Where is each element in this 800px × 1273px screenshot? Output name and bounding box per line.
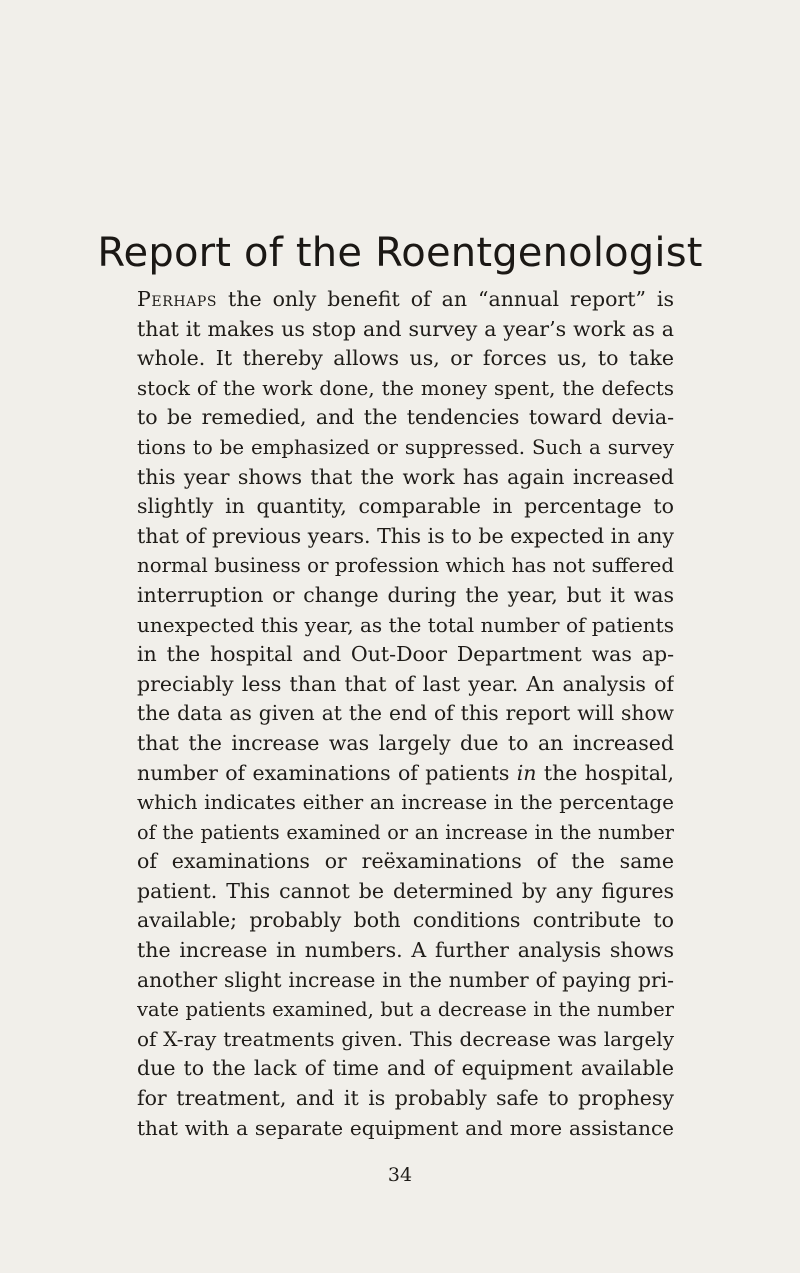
text-line	[137, 759, 674, 789]
text-line: that the increase was largely due to an increased	[137, 730, 674, 755]
text-line: which indicates either an increase in the percentage	[137, 790, 674, 815]
text-line: whole. It thereby allows us, or forces us, to take	[137, 346, 674, 371]
text-line: that with a separate equipment and more assistance	[137, 1115, 674, 1140]
page-number: 34	[387, 1164, 413, 1186]
text-line: vate patients examined, but a decrease in the number	[137, 998, 674, 1022]
text-line: available; probably both conditions contribute to	[137, 908, 674, 933]
text-line: due to the lack of time and of equipment available	[137, 1056, 674, 1081]
text-line: in the hospital and Out-Door Department was ap-	[137, 642, 674, 667]
text-line: to be remedied, and the tendencies toward devia-	[137, 405, 674, 430]
text-line: tions to be emphasized or suppressed. Such a survey	[137, 435, 674, 459]
text-line: stock of the work done, the money spent, the defects	[137, 376, 674, 400]
text-line	[137, 285, 674, 315]
text-line: interruption or change during the year, but it was	[137, 582, 674, 607]
text-line: the data as given at the end of this report will show	[137, 701, 674, 726]
line-segment: number of examinations of patients	[137, 760, 517, 785]
line-segment: the hospital,	[536, 760, 674, 785]
text-line: unexpected this year, as the total number of patients	[137, 612, 674, 637]
text-line: slightly in quantity, comparable in percentage to	[137, 494, 674, 519]
text-line: patient. This cannot be determined by any figures	[137, 878, 674, 903]
text-line: this year shows that the work has again increased	[137, 464, 674, 489]
text-line: that of previous years. This is to be expected in any	[137, 523, 674, 548]
text-line: preciably less than that of last year. An analysis of	[137, 671, 674, 696]
text-line: of X-ray treatments given. This decrease was largely	[137, 1026, 674, 1051]
text-line: that it makes us stop and survey a year’s work as a	[137, 316, 674, 341]
text-line: the increase in numbers. A further analysis shows	[137, 938, 674, 963]
text-line: another slight increase in the number of paying pri-	[137, 967, 674, 992]
lead-word: Perhaps	[137, 287, 218, 311]
italic-word: in	[516, 760, 537, 785]
first-line-rest: the only benefit of an “annual report” is	[217, 287, 674, 311]
text-line: normal business or profession which has not suffered	[137, 554, 674, 578]
text-line: of examinations or reëxaminations of the same	[137, 849, 674, 874]
text-line: of the patients examined or an increase in the number	[137, 820, 674, 844]
page-title: Report of the Roentgenologist	[97, 230, 703, 276]
text-line: for treatment, and it is probably safe to prophesy	[137, 1086, 674, 1111]
body-paragraph	[137, 285, 674, 1143]
